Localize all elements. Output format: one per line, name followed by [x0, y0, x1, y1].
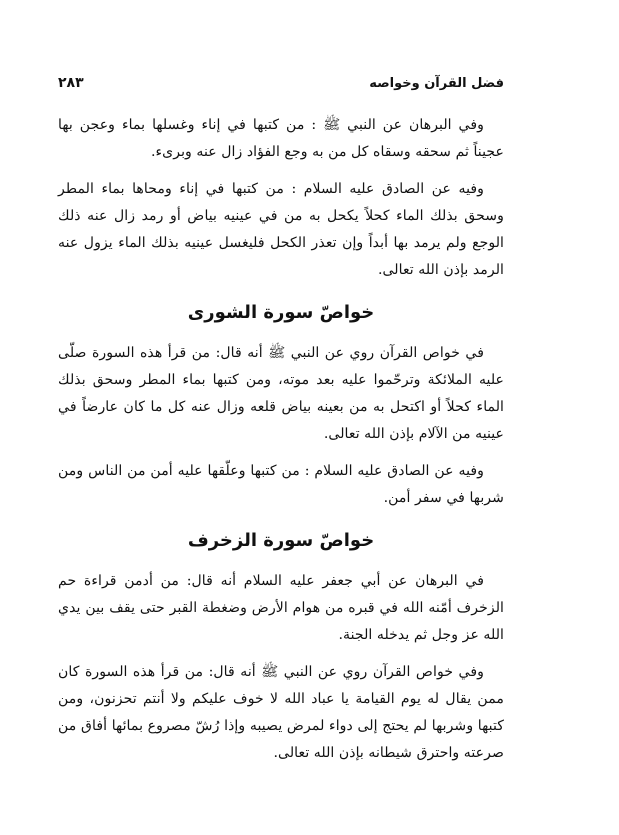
paragraph-sadiq-rain-water: وفيه عن الصادق عليه السلام : من كتبها في إناء ومحاها بماء المطر وسحق بذلك الماء كحلاً يكحل به من في عينيه بياض أو رمد زال عنه ذلك الوجع ولم يرمد بها أبداً وإن تعذر الكحل فليغسل عينيه بذلك الماء يزول عنه الرمد بإذن الله تعالى. [58, 181, 504, 278]
paragraph-shura-sadiq: وفيه عن الصادق عليه السلام : من كتبها وعلّقها عليه أمن من الناس ومن شربها في سفر أمن. [58, 463, 504, 506]
page-number: ٢٨٣ [58, 75, 84, 91]
running-header [58, 72, 504, 94]
running-title: فضل القرآن وخواصه [369, 75, 504, 91]
paragraph-burhan-prophet: وفي البرهان عن النبي ﷺ : من كتبها في إناء وغسلها بماء وعجن بها عجيناً ثم سحقه وسقاه كل من به وجع الفؤاد زال عنه وبرىء. [58, 117, 504, 160]
paragraph-zukhruf-abu-jafar: في البرهان عن أبي جعفر عليه السلام أنه قال: من أدمن قراءة حم الزخرف أمّنه الله في قبره من هوام الأرض وضغطة القبر حتى يقف بين يدي الله عز وجل ثم يدخله الجنة. [58, 573, 504, 643]
section-title-zukhruf: خواصّ سورة الزخرف [187, 530, 375, 551]
paragraph-shura-prophet: في خواص القرآن روي عن النبي ﷺ أنه قال: من قرأ هذه السورة صلّى عليه الملائكة وترحّموا عليه بعد موته، ومن كتبها بماء المطر وسحق بذلك الماء كحلاً أو اكتحل به من بعينه بياض قلعه وزال عنه كل ما كان عارضاً في عينيه من الآلام بإذن الله تعالى. [58, 345, 504, 442]
page-body [58, 112, 504, 777]
section-title-shura: خواصّ سورة الشورى [187, 302, 375, 323]
paragraph-zukhruf-prophet: وفي خواص القرآن روي عن النبي ﷺ أنه قال: من قرأ هذه السورة كان ممن يقال له يوم القيامة يا عباد الله لا خوف عليكم ولا أنتم تحزنون، ومن كتبها وشربها لم يحتج إلى دواء لمرض يصيبه وإذا رُشّ مصروع بمائها أفاق من صرعته واحترق شيطانه بإذن الله تعالى. [58, 664, 504, 761]
